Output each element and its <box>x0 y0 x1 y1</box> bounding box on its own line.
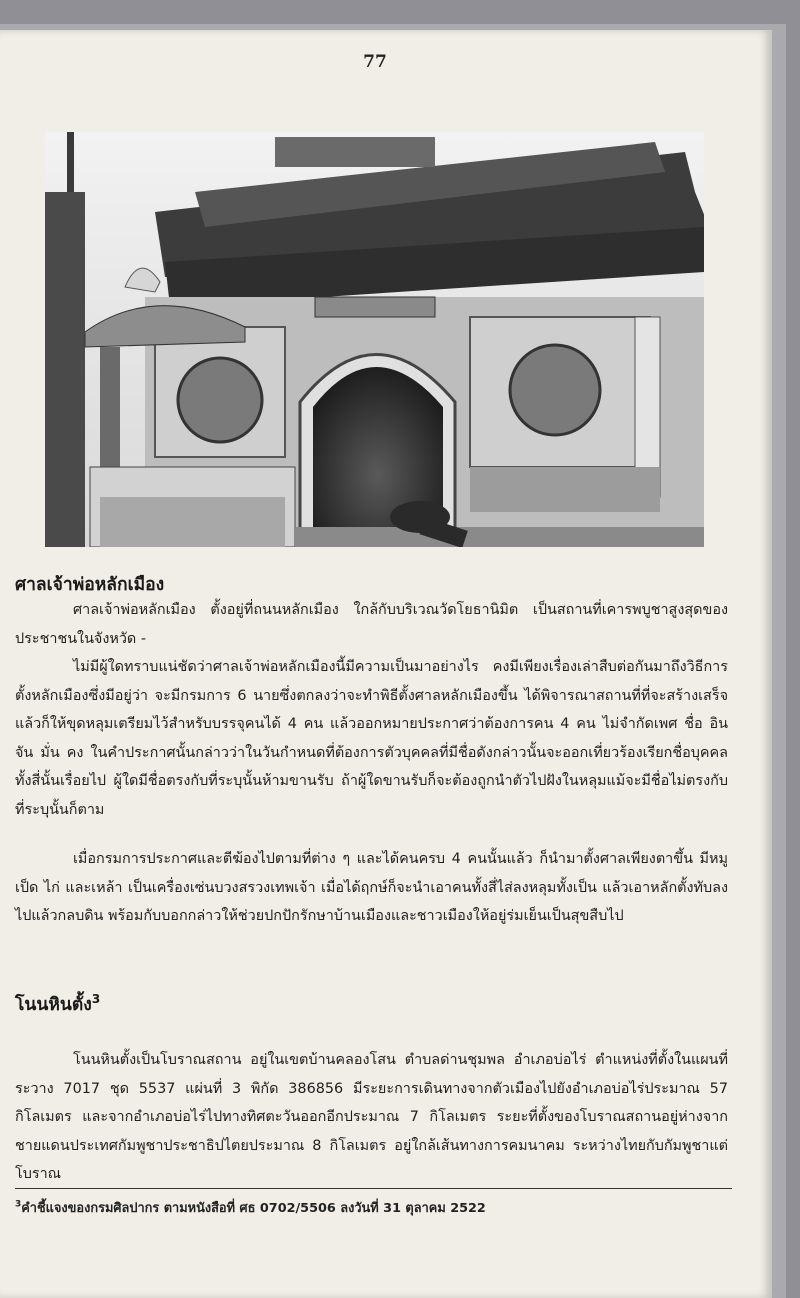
shrine-gate-illustration <box>45 132 704 547</box>
footnote-reference: 3 <box>91 992 101 1007</box>
footnote-text: คำชี้แจงของกรมศิลปากร ตามหนังสือที่ ศธ 0702/5506 ลงวันที่ 31 ตุลาคม 2522 <box>21 1201 486 1216</box>
section-heading-city-pillar-shrine: ศาลเจ้าพ่อหลักเมือง <box>15 575 165 595</box>
footnote-divider <box>15 1188 732 1189</box>
paragraph: ศาลเจ้าพ่อหลักเมือง ตั้งอยู่ที่ถนนหลักเมือง ใกล้กับบริเวณวัดโยธานิมิต เป็นสถานที่เคารพบูชาสูงสุดของประชาชนในจังหวัด - <box>15 602 728 647</box>
paragraph: โนนหินตั้งเป็นโบราณสถาน อยู่ในเขตบ้านคลองโสน ตำบลด่านชุมพล อำเภอบ่อไร่ ตำแหน่งที่ตั้งในแผนที่ระวาง 7017 ชุด 5537 แผ่นที่ 3 พิกัด 386856 มีระยะการเดินทางจากตัวเมืองไปยังอำเภอบ่อไร่ประมาณ 57 กิโลเมตร และจากอำเภอบ่อไร่ไปทางทิศตะวันออกอีกประมาณ 7 กิโลเมตร ระยะที่ตั้งของโบราณสถานอยู่ห่างจากชายแดนประเทศกัมพูชาประชาธิปไตยประมาณ 8 กิโลเมตร อยู่ใกล้เส้นทางการคมนาคม ระหว่างไทยกับกัมพูชาแต่โบราณ <box>15 1052 728 1183</box>
section-heading-non-hin-tang <box>15 990 100 1018</box>
section-heading-text: โนนหินตั้ง <box>15 995 92 1015</box>
page-number: 77 <box>363 52 387 72</box>
footnote <box>15 1197 730 1218</box>
shrine-gate-photo <box>45 132 704 547</box>
paragraph: ไม่มีผู้ใดทราบแน่ชัดว่าศาลเจ้าพ่อหลักเมืองนี้มีความเป็นมาอย่างไร คงมีเพียงเรื่องเล่าสืบต่อกันมาถึงวิธีการตั้งหลักเมืองซึ่งมีอยู่ว่า จะมีกรมการ 6 นายซึ่งตกลงว่าจะทำพิธีตั้งศาลหลักเมืองขึ้น ได้พิจารณาสถานที่ที่จะสร้างเสร็จแล้วก็ให้ขุดหลุมเตรียมไว้สำหรับบรรจุคนได้ 4 คน แล้วออกหมายประกาศว่าต้องการคน 4 คน ไม่จำกัดเพศ ชื่อ อิน จัน มั่น คง ในคำประกาศนั้นกล่าวว่าในวันกำหนดที่ต้องการตัวบุคคลที่มีชื่อดังกล่าวนั้นจะออกเที่ยวร้องเรียกชื่อบุคคลทั้งสี่นั้นเรื่อยไป ผู้ใดมีชื่อตรงกับที่ระบุนั้นห้ามขานรับ ถ้าผู้ใดขานรับก็จะต้องถูกนำตัวไปฝังในหลุมแม้จะมีชื่อไม่ตรงกับที่ระบุนั้นก็ตาม <box>15 659 728 818</box>
paragraph: เมื่อกรมการประกาศและตีฆ้องไปตามที่ต่าง ๆ และได้คนครบ 4 คนนั้นแล้ว ก็นำมาตั้งศาลเพียงตาขึ้น มีหมู เป็ด ไก่ และเหล้า เป็นเครื่องเซ่นบวงสรวงเทพเจ้า เมื่อได้ฤกษ์ก็จะนำเอาคนทั้งสี่ไส่ลงหลุมทั้งเป็น แล้วเอาหลักตั้งทับลงไปแล้วกลบดิน พร้อมกับบอกกล่าวให้ช่วยปกปักรักษาบ้านเมืองและชาวเมืองให้อยู่ร่มเย็นเป็นสุขสืบไป <box>15 851 728 925</box>
footnote-marker: 3 <box>15 1199 22 1210</box>
